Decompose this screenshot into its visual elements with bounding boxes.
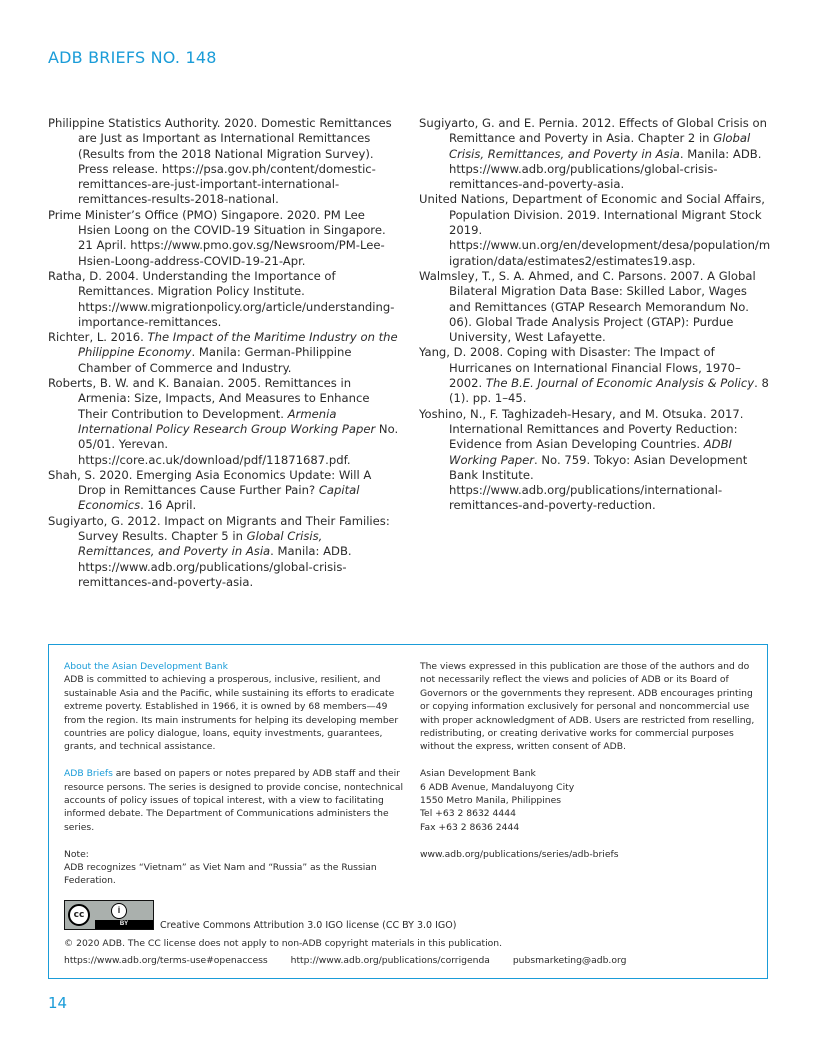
address-block: Asian Development Bank 6 ADB Avenue, Mandaluyong City 1550 Metro Manila, Philippines Tel +63 2 8632 4444 Fax +63 2 8636 2444 — [420, 768, 575, 833]
note-text: ADB recognizes “Vietnam” as Viet Nam and “Russia” as the Russian Federation. — [64, 862, 377, 887]
reference-entry: United Nations, Department of Economic and Social Affairs, Population Division. 2019. International Migrant Stock 2019. https://www.un.org/en/development/desa/population/migration/data/estimates2/estimates19.asp. — [419, 192, 771, 268]
reference-entry: Prime Minister’s Office (PMO) Singapore. 2020. PM Lee Hsien Loong on the COVID-19 Situation in Singapore. 21 April. https://www.pmo.gov.sg/Newsroom/PM-Lee-Hsien-Loong-address-COVID-19-21-Apr. — [48, 207, 386, 268]
cc-license-icon — [64, 900, 154, 930]
attribution-person-icon: i — [111, 903, 127, 919]
reference-entry: Yoshino, N., F. Taghizadeh-Hesary, and M. Otsuka. 2017. International Remittances and Poverty Reduction: Evidence from Asian Developing Countries. ADBI Working Paper. No. 759. Tokyo: Asian Development Bank Institute. https://www.adb.org/publications/international-remittances-and-poverty-reduction. — [419, 406, 748, 513]
note-label: Note: — [64, 848, 89, 860]
about-column — [64, 660, 404, 888]
reference-entry: Ratha, D. 2004. Understanding the Importance of Remittances. Migration Policy Institute. https://www.migrationpolicy.org/article/understanding-importance-remittances. — [48, 268, 395, 329]
cc-by-label: BY — [95, 920, 153, 929]
reference-entry: Sugiyarto, G. and E. Pernia. 2012. Effects of Global Crisis on Remittance and Poverty in Asia. Chapter 2 in Global Crisis, Remittances, and Poverty in Asia. Manila: ADB. https://www.adb.org/publications/global-crisis-remittances-and-poverty-asia. — [419, 116, 767, 192]
reference-entry: Philippine Statistics Authority. 2020. Domestic Remittances are Just as Important as International Remittances (Results from the 2018 National Migration Survey). Press release. https://psa.gov.ph/content/domestic-remittances-are-just-important-international-remittances-results-2018-national. — [48, 116, 392, 207]
page-number: 14 — [48, 994, 68, 1012]
cc-circle-icon: cc — [68, 904, 90, 926]
series-website-link[interactable]: www.adb.org/publications/series/adb-briefs — [420, 848, 619, 860]
copyright-text: © 2020 ADB. The CC license does not apply to non-ADB copyright materials in this publication. — [64, 938, 503, 949]
page-header-title: ADB BRIEFS NO. 148 — [48, 48, 217, 67]
reference-entry: Roberts, B. W. and K. Banaian. 2005. Remittances in Armenia: Size, Impacts, And Measures to Enhance Their Contribution to Development. Armenia International Policy Research Group Working Paper No. 05/01. Yerevan. https://core.ac.uk/download/pdf/11871687.pdf. — [48, 376, 399, 467]
license-text: Creative Commons Attribution 3.0 IGO license (CC BY 3.0 IGO) — [160, 920, 457, 931]
about-heading: About the Asian Development Bank — [64, 661, 228, 672]
briefs-paragraph: ADB Briefs are based on papers or notes prepared by ADB staff and their resource persons. The series is designed to provide concise, nontechnical accounts of policy issues of topical interest, with a view to facilitating informed debate. The Department of Communications administers the series. — [64, 768, 404, 833]
about-text: ADB is committed to achieving a prosperous, inclusive, resilient, and sustainable Asia and the Pacific, while sustaining its efforts to eradicate extreme poverty. Established in 1966, it is owned by 68 members—49 from the region. Its main instruments for helping its developing member countries are policy dialogue, loans, equity investments, guarantees, grants, and technical assistance. — [64, 674, 399, 753]
disclaimer-column — [420, 660, 760, 861]
about-adb-box — [48, 644, 768, 979]
pubsmarketing-email-link[interactable]: pubsmarketing@adb.org — [512, 955, 627, 966]
reference-entry: Yang, D. 2008. Coping with Disaster: The Impact of Hurricanes on International Financial Flows, 1970–2002. The B.E. Journal of Economic Analysis & Policy. 8 (1). pp. 1–45. — [419, 345, 769, 406]
references-right-column — [419, 116, 771, 514]
adb-briefs-link[interactable]: ADB Briefs — [64, 768, 113, 780]
disclaimer-text: The views expressed in this publication are those of the authors and do not necessarily reflect the views and policies of ADB or its Board of Governors or the governments they represent. ADB encourages printing or copying information exclusively for personal and noncommercial use with proper acknowledgment of ADB. Users are restricted from reselling, redistributing, or creating derivative works for commercial purposes without the express, written consent of ADB. — [420, 661, 755, 753]
reference-entry: Walmsley, T., S. A. Ahmed, and C. Parsons. 2007. A Global Bilateral Migration Data Base: Skilled Labor, Wages and Remittances (GTAP Research Memorandum No. 06). Global Trade Analysis Project (GTAP): Purdue University, West Lafayette. — [419, 268, 756, 345]
reference-entry: Sugiyarto, G. 2012. Impact on Migrants and Their Families: Survey Results. Chapter 5 in Global Crisis, Remittances, and Poverty in Asia. Manila: ADB. https://www.adb.org/publications/global-crisis-remittances-and-poverty-asia. — [48, 513, 390, 589]
references-left-column — [48, 116, 400, 590]
footer-links — [64, 955, 646, 966]
terms-use-link[interactable]: https://www.adb.org/terms-use#openaccess — [64, 955, 268, 966]
reference-entry: Shah, S. 2020. Emerging Asia Economics Update: Will A Drop in Remittances Cause Further Pain? Capital Economics. 16 April. — [48, 467, 372, 513]
corrigenda-link[interactable]: http://www.adb.org/publications/corrigenda — [290, 955, 490, 966]
reference-entry: Richter, L. 2016. The Impact of the Maritime Industry on the Philippine Economy. Manila: German-Philippine Chamber of Commerce and Industry. — [48, 330, 398, 375]
